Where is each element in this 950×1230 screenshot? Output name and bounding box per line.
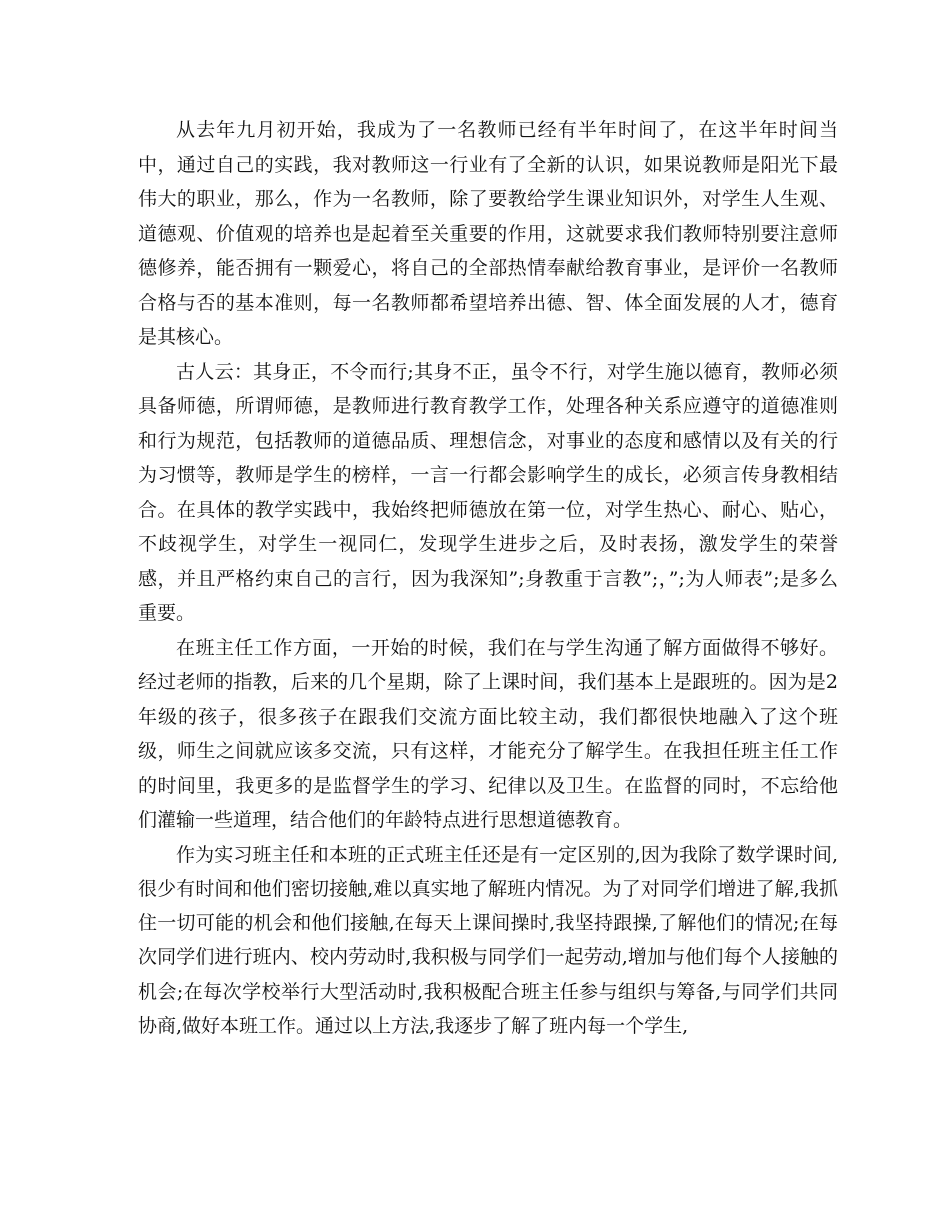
document-body (138, 113, 838, 1043)
paragraph-4: 作为实习班主任和本班的正式班主任还是有一定区别的,因为我除了数学课时间,很少有时间和他们密切接触,难以真实地了解班内情况。为了对同学们增进了解,我抓住一切可能的机会和他们接触,在每天上课间操时,我坚持跟操,了解他们的情况;在每次同学们进行班内、校内劳动时,我积极与同学们一起劳动,增加与他们每个人接触的机会;在每次学校举行大型活动时,我积极配合班主任参与组织与筹备,与同学们共同协商,做好本班工作。通过以上方法,我逐步了解了班内每一个学生, (138, 843, 838, 1037)
paragraph-3: 在班主任工作方面，一开始的时候，我们在与学生沟通了解方面做得不够好。经过老师的指教，后来的几个星期，除了上课时间，我们基本上是跟班的。因为是2年级的孩子，很多孩子在跟我们交流方面比较主动，我们都很快地融入了这个班级，师生之间就应该多交流，只有这样，才能充分了解学生。在我担任班主任工作的时间里，我更多的是监督学生的学习、纪律以及卫生。在监督的同时，不忘给他们灌输一些道理，结合他们的年龄特点进行思想道德教育。 (138, 636, 838, 831)
paragraph-2: 古人云：其身正，不令而行;其身不正，虽令不行，对学生施以德育，教师必须具备师德，所谓师德，是教师进行教育教学工作，处理各种关系应遵守的道德准则和行为规范，包括教师的道德品质、理想信念，对事业的态度和感情以及有关的行为习惯等，教师是学生的榜样，一言一行都会影响学生的成长，必须言传身教相结合。在具体的教学实践中，我始终把师德放在第一位，对学生热心、耐心、贴心，不歧视学生，对学生一视同仁，发现学生进步之后，及时表扬，激发学生的荣誉感，并且严格约束自己的言行，因为我深知”;身教重于言教”;，”;为人师表”;是多么重要。 (138, 360, 838, 624)
paragraph-1: 从去年九月初开始，我成为了一名教师已经有半年时间了，在这半年时间当中，通过自己的实践，我对教师这一行业有了全新的认识，如果说教师是阳光下最伟大的职业，那么，作为一名教师，除了要教给学生课业知识外，对学生人生观、道德观、价值观的培养也是起着至关重要的作用，这就要求我们教师特别要注意师德修养，能否拥有一颗爱心，将自己的全部热情奉献给教育事业，是评价一名教师合格与否的基本准则，每一名教师都希望培养出德、智、体全面发展的人才，德育是其核心。 (138, 119, 838, 348)
